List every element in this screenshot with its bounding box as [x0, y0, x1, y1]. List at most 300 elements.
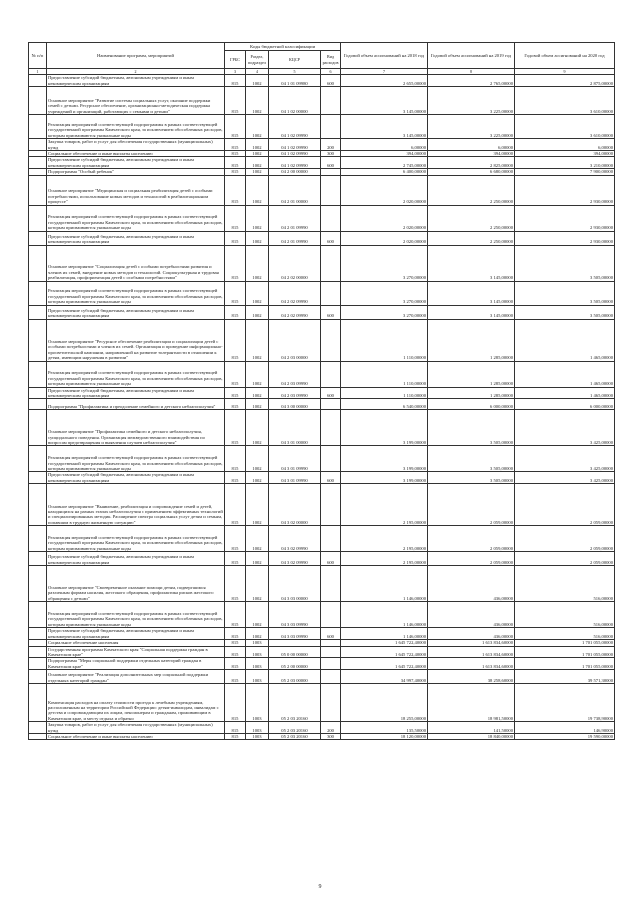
row-expense-type: 600: [321, 552, 341, 566]
row-section: 1003: [246, 658, 269, 670]
row-grbs: 815: [225, 231, 246, 245]
row-sum-2018: 1 146,00000: [341, 602, 428, 628]
row-expense-type: [321, 319, 341, 361]
row-sum-2020: 7 900,00000: [515, 169, 615, 175]
row-sum-2018: 34 997,40000: [341, 670, 428, 684]
row-grbs: 815: [225, 722, 246, 734]
row-sum-2018: 3 270,00000: [341, 245, 428, 281]
row-grbs: 815: [225, 684, 246, 722]
row-number: [29, 658, 47, 670]
row-csr: 04 3 03 09990: [269, 602, 321, 628]
row-sum-2018: 2 020,00000: [341, 205, 428, 231]
row-name: Компенсация расходов на оплату стоимости проезда к лечебным учреждениям, расположенным на территории Российской Федерации: детям-инвалидам, инвалидам с детства и сопровождающим их лицам, пенсионерам и гражданам, проживающим в Камчатском крае, и месту отдыха и обратно: [47, 684, 225, 722]
row-sum-2019: 2 059,00000: [428, 526, 515, 552]
row-sum-2018: 2 655,00000: [341, 75, 428, 87]
row-name: Предоставление субсидий бюджетным, автономным учреждениям и иным некоммерческим организациям: [47, 305, 225, 319]
header-grbs: ГРБС: [225, 51, 246, 69]
row-expense-type: [321, 684, 341, 722]
row-expense-type: [321, 361, 341, 387]
row-number: [29, 484, 47, 526]
row-name: Реализация мероприятий соответствующей подпрограммы в рамках соответствующей государственной программы Камчатского края, за исключением обособленных расходов, которым присваиваются уникальные коды: [47, 602, 225, 628]
row-name: Реализация мероприятий соответствующей подпрограммы в рамках соответствующей государственной программы Камчатского края, за исключением обособленных расходов, которым присваиваются уникальные коды: [47, 115, 225, 139]
page-number: 9: [318, 884, 322, 890]
row-name: Предоставление субсидий бюджетным, автономным учреждениям и иным некоммерческим организациям: [47, 157, 225, 169]
row-sum-2018: 1 146,00000: [341, 628, 428, 640]
row-name: Реализация мероприятий соответствующей подпрограммы в рамках соответствующей государственной программы Камчатского края, за исключением обособленных расходов, которым присваиваются уникальные коды: [47, 446, 225, 472]
table-row: [29, 602, 615, 628]
row-sum-2018: 1 110,00000: [341, 319, 428, 361]
row-section: 1002: [246, 175, 269, 205]
row-expense-type: [321, 245, 341, 281]
row-sum-2019: 3 505,00000: [428, 472, 515, 484]
row-sum-2019: 3 145,00000: [428, 245, 515, 281]
row-sum-2018: 3 270,00000: [341, 305, 428, 319]
row-sum-2019: 394,00000: [428, 151, 515, 157]
row-section: 1002: [246, 157, 269, 169]
row-grbs: 815: [225, 245, 246, 281]
row-grbs: 815: [225, 552, 246, 566]
row-sum-2019: 436,00000: [428, 566, 515, 602]
row-sum-2019: 1 285,00000: [428, 319, 515, 361]
row-expense-type: [321, 115, 341, 139]
row-expense-type: [321, 484, 341, 526]
row-section: 1002: [246, 139, 269, 151]
row-sum-2019: 2 059,00000: [428, 484, 515, 526]
row-name: Основное мероприятие "Развитие системы социальных услуг, оказание поддержки семей с детьми. Ресурсное обеспечение, организационно-методическая поддержка учреждений и организаций, работающих с семьями и детьми": [47, 87, 225, 115]
row-section: 1002: [246, 361, 269, 387]
row-sum-2019: 2 250,00000: [428, 175, 515, 205]
row-section: 1002: [246, 602, 269, 628]
row-grbs: 815: [225, 205, 246, 231]
row-sum-2019: 2 765,00000: [428, 75, 515, 87]
row-grbs: 815: [225, 446, 246, 472]
row-grbs: 815: [225, 646, 246, 658]
row-grbs: 815: [225, 484, 246, 526]
row-number: [29, 361, 47, 387]
row-csr: 04 2 01 00000: [269, 175, 321, 205]
row-number: [29, 410, 47, 446]
row-grbs: 815: [225, 733, 246, 739]
row-section: 1002: [246, 472, 269, 484]
row-grbs: 815: [225, 640, 246, 646]
row-grbs: 815: [225, 602, 246, 628]
row-grbs: 815: [225, 526, 246, 552]
budget-table: [28, 42, 615, 740]
table-row: [29, 646, 615, 658]
row-section: 1002: [246, 410, 269, 446]
row-name: Основное мероприятие "Профилактика семейного и детского неблагополучия, суицидального поведения. Организация межведомственного взаимодействия по вопросам предотвращения и выявления случаев неблагополучия": [47, 410, 225, 446]
row-sum-2019: 3 145,00000: [428, 305, 515, 319]
row-name: Предоставление субсидий бюджетным, автономным учреждениям и иным некоммерческим организациям: [47, 387, 225, 399]
row-expense-type: 200: [321, 722, 341, 734]
column-index: 1: [29, 69, 47, 75]
table-row: [29, 205, 615, 231]
row-grbs: 815: [225, 87, 246, 115]
row-sum-2019: 1 613 834,60000: [428, 646, 515, 658]
row-sum-2020: 6,00000: [515, 139, 615, 151]
table-row: [29, 319, 615, 361]
row-sum-2019: 1 613 834,60000: [428, 640, 515, 646]
row-sum-2019: 436,00000: [428, 628, 515, 640]
column-index: 5: [269, 69, 321, 75]
row-csr: 05 2 03 00000: [269, 670, 321, 684]
row-section: 1002: [246, 115, 269, 139]
row-sum-2019: 3 225,00000: [428, 115, 515, 139]
row-grbs: 815: [225, 305, 246, 319]
row-sum-2020: 1 701 055,00000: [515, 646, 615, 658]
row-csr: 04 3 02 09990: [269, 552, 321, 566]
row-grbs: 815: [225, 281, 246, 305]
row-number: [29, 75, 47, 87]
row-number: [29, 670, 47, 684]
row-csr: 04 1 02 09990: [269, 151, 321, 157]
header-expense-type: Вид расходов: [321, 51, 341, 69]
row-section: 1002: [246, 231, 269, 245]
row-csr: 05 2 03 20160: [269, 722, 321, 734]
row-name: Реализация мероприятий соответствующей подпрограммы в рамках соответствующей государственной программы Камчатского края, за исключением обособленных расходов, которым присваиваются уникальные коды: [47, 526, 225, 552]
row-number: [29, 115, 47, 139]
row-sum-2020: 1 701 055,00000: [515, 658, 615, 670]
row-section: 1002: [246, 75, 269, 87]
row-expense-type: [321, 410, 341, 446]
row-sum-2019: 18 981,50000: [428, 684, 515, 722]
column-index: 3: [225, 69, 246, 75]
table-row: [29, 399, 615, 410]
row-name: Основное мероприятие "Выявление, реабилитация и сопровождение семей и детей, находящихся на разных этапах неблагополучия с применением эффективных технологий и специализированных методик. Расширение спектра социальных услуг детям и семьям, попавшим в трудную жизненную ситуацию": [47, 484, 225, 526]
row-name: Закупка товаров, работ и услуг для обеспечения государственных (муниципальных) нужд: [47, 139, 225, 151]
table-row: [29, 387, 615, 399]
row-sum-2019: 436,00000: [428, 602, 515, 628]
row-csr: 04 2 03 09990: [269, 387, 321, 399]
row-grbs: 815: [225, 387, 246, 399]
row-sum-2020: 3 425,00000: [515, 446, 615, 472]
row-name: Основное мероприятие "Ресурсное обеспечение реабилитации и социализации детей с особыми потребностями и членов их семей. Организация и проведение информационно-просветительской кампании, направленной на развитие толерантности в отношении к детям, имеющим нарушения в развитии": [47, 319, 225, 361]
row-expense-type: 600: [321, 387, 341, 399]
row-number: [29, 205, 47, 231]
row-sum-2020: 1 465,00000: [515, 361, 615, 387]
row-number: [29, 305, 47, 319]
row-sum-2019: 6,00000: [428, 139, 515, 151]
table-row: [29, 139, 615, 151]
header-sum-2018: Годовой объем ассигнований на 2018 год: [341, 43, 428, 69]
row-sum-2019: 3 145,00000: [428, 281, 515, 305]
header-codes-group: Коды бюджетной классификации: [225, 43, 341, 51]
row-expense-type: [321, 566, 341, 602]
row-number: [29, 319, 47, 361]
row-sum-2020: 516,00000: [515, 566, 615, 602]
table-row: [29, 175, 615, 205]
row-section: 1002: [246, 205, 269, 231]
row-sum-2018: 1 110,00000: [341, 387, 428, 399]
row-sum-2020: 3 210,00000: [515, 157, 615, 169]
row-sum-2019: 2 825,00000: [428, 157, 515, 169]
row-sum-2020: 1 465,00000: [515, 387, 615, 399]
table-row: [29, 410, 615, 446]
header-sum-2020: Годовой объем ассигнований на 2020 год: [515, 43, 615, 69]
row-csr: 04 3 02 09990: [269, 526, 321, 552]
row-number: [29, 602, 47, 628]
row-section: 1002: [246, 526, 269, 552]
row-sum-2018: 6 400,00000: [341, 169, 428, 175]
row-csr: 04 3 01 09990: [269, 472, 321, 484]
row-csr: 05 0 00 00000: [269, 646, 321, 658]
row-expense-type: 600: [321, 472, 341, 484]
row-sum-2020: 2 930,00000: [515, 175, 615, 205]
row-number: [29, 446, 47, 472]
row-expense-type: [321, 658, 341, 670]
row-number: [29, 157, 47, 169]
row-sum-2020: 2 930,00000: [515, 231, 615, 245]
row-sum-2020: 516,00000: [515, 602, 615, 628]
row-section: 1002: [246, 399, 269, 410]
row-csr: 05 2 00 00000: [269, 658, 321, 670]
row-sum-2019: 2 250,00000: [428, 205, 515, 231]
row-sum-2019: 1 285,00000: [428, 387, 515, 399]
row-number: [29, 472, 47, 484]
row-sum-2018: 3 145,00000: [341, 87, 428, 115]
row-sum-2020: 3 610,00000: [515, 115, 615, 139]
row-csr: 05 2 03 20160: [269, 684, 321, 722]
row-grbs: 815: [225, 670, 246, 684]
row-number: [29, 684, 47, 722]
table-row: [29, 87, 615, 115]
row-sum-2020: 3 505,00000: [515, 305, 615, 319]
row-sum-2018: 3 145,00000: [341, 115, 428, 139]
row-sum-2019: 3 505,00000: [428, 446, 515, 472]
row-name: Основное мероприятие "Социализация детей с особыми потребностями развития и членов их семей, внедрение новых методов и технологий. Социокультурная и трудовая реабилитация, профориентация детей с особыми потребностями": [47, 245, 225, 281]
row-sum-2019: 6 680,00000: [428, 169, 515, 175]
row-name: Подпрограмма "Особый ребенок": [47, 169, 225, 175]
row-csr: 04 2 02 00000: [269, 245, 321, 281]
row-sum-2020: 2 059,00000: [515, 552, 615, 566]
row-name: Предоставление субсидий бюджетным, автономным учреждениям и иным некоммерческим организациям: [47, 231, 225, 245]
row-name: Реализация мероприятий соответствующей подпрограммы в рамках соответствующей государственной программы Камчатского края, за исключением обособленных расходов, которым присваиваются уникальные коды: [47, 205, 225, 231]
row-csr: 04 2 01 09990: [269, 205, 321, 231]
row-name: Предоставление субсидий бюджетным, автономным учреждениям и иным некоммерческим организациям: [47, 75, 225, 87]
row-number: [29, 646, 47, 658]
table-row: [29, 361, 615, 387]
row-grbs: 815: [225, 169, 246, 175]
row-grbs: 815: [225, 175, 246, 205]
row-grbs: 815: [225, 410, 246, 446]
row-section: 1002: [246, 305, 269, 319]
row-sum-2020: 6 000,00000: [515, 399, 615, 410]
row-number: [29, 387, 47, 399]
row-expense-type: 600: [321, 305, 341, 319]
table-row: [29, 658, 615, 670]
row-csr: 04 3 03 00000: [269, 566, 321, 602]
row-expense-type: [321, 205, 341, 231]
row-number: [29, 628, 47, 640]
row-expense-type: [321, 526, 341, 552]
row-expense-type: 600: [321, 231, 341, 245]
row-sum-2018: 6 540,00000: [341, 399, 428, 410]
row-sum-2020: 3 610,00000: [515, 87, 615, 115]
row-grbs: 815: [225, 319, 246, 361]
row-csr: 05 2 03 20160: [269, 733, 321, 739]
row-number: [29, 231, 47, 245]
row-sum-2020: 394,00000: [515, 151, 615, 157]
row-number: [29, 526, 47, 552]
row-expense-type: [321, 281, 341, 305]
row-csr: 04 3 03 09990: [269, 628, 321, 640]
row-expense-type: [321, 670, 341, 684]
row-csr: 04 2 03 00000: [269, 319, 321, 361]
row-expense-type: [321, 646, 341, 658]
row-name: Социальное обеспечение и иные выплаты населению: [47, 151, 225, 157]
row-section: 1002: [246, 151, 269, 157]
row-name: Закупка товаров, работ и услуг для обеспечения государственных (муниципальных) нужд: [47, 722, 225, 734]
row-name: Основное мероприятие "Медицинская и социальная реабилитация детей с особыми потребностями, использование новых методов и технологий в реабилитационном процессе": [47, 175, 225, 205]
row-expense-type: 600: [321, 157, 341, 169]
row-grbs: 815: [225, 75, 246, 87]
row-section: 1003: [246, 733, 269, 739]
row-number: [29, 281, 47, 305]
row-number: [29, 399, 47, 410]
row-csr: 04 2 02 09990: [269, 281, 321, 305]
table-row: [29, 552, 615, 566]
row-section: 1003: [246, 722, 269, 734]
table-row: [29, 115, 615, 139]
row-sum-2020: 2 059,00000: [515, 526, 615, 552]
row-name: Реализация мероприятий соответствующей подпрограммы в рамках соответствующей государственной программы Камчатского края, за исключением обособленных расходов, которым присваиваются уникальные коды: [47, 361, 225, 387]
row-name: Предоставление субсидий бюджетным, автономным учреждениям и иным некоммерческим организациям: [47, 628, 225, 640]
row-section: 1002: [246, 484, 269, 526]
row-sum-2018: 135,50000: [341, 722, 428, 734]
row-sum-2020: 19 590,00000: [515, 733, 615, 739]
table-row: [29, 733, 615, 739]
row-number: [29, 175, 47, 205]
row-expense-type: [321, 446, 341, 472]
row-grbs: 815: [225, 115, 246, 139]
row-section: 1002: [246, 87, 269, 115]
row-sum-2019: 6 000,00000: [428, 399, 515, 410]
row-sum-2019: 3 225,00000: [428, 87, 515, 115]
row-expense-type: [321, 399, 341, 410]
column-index: 6: [321, 69, 341, 75]
row-sum-2018: 2 745,00000: [341, 157, 428, 169]
row-expense-type: 600: [321, 75, 341, 87]
row-number: [29, 139, 47, 151]
row-number: [29, 552, 47, 566]
row-sum-2019: 1 285,00000: [428, 361, 515, 387]
row-sum-2018: 3 199,00000: [341, 472, 428, 484]
table-row: [29, 305, 615, 319]
row-name: Предоставление субсидий бюджетным, автономным учреждениям и иным некоммерческим организациям: [47, 472, 225, 484]
row-section: 1003: [246, 646, 269, 658]
row-sum-2020: 3 505,00000: [515, 281, 615, 305]
row-number: [29, 733, 47, 739]
row-section: 1002: [246, 319, 269, 361]
row-name: Подпрограмма "Меры социальной поддержки отдельных категорий граждан в Камчатском крае": [47, 658, 225, 670]
row-sum-2018: 3 270,00000: [341, 281, 428, 305]
row-sum-2020: 1 701 055,00000: [515, 640, 615, 646]
row-expense-type: 300: [321, 733, 341, 739]
row-expense-type: [321, 602, 341, 628]
table-row: [29, 157, 615, 169]
row-sum-2018: 2 195,00000: [341, 552, 428, 566]
row-csr: 04 1 02 09990: [269, 139, 321, 151]
table-row: [29, 670, 615, 684]
row-number: [29, 245, 47, 281]
row-name: Социальное обеспечение населения: [47, 640, 225, 646]
row-sum-2018: 2 195,00000: [341, 484, 428, 526]
row-expense-type: 600: [321, 628, 341, 640]
row-sum-2020: 3 425,00000: [515, 472, 615, 484]
row-name: Социальное обеспечение и иные выплаты населению: [47, 733, 225, 739]
row-csr: 04 2 03 09990: [269, 361, 321, 387]
row-name: Предоставление субсидий бюджетным, автономным учреждениям и иным некоммерческим организациям: [47, 552, 225, 566]
table-row: [29, 484, 615, 526]
row-sum-2019: 38 258,60000: [428, 670, 515, 684]
header-csr: КЦСР: [269, 51, 321, 69]
row-sum-2018: 2 195,00000: [341, 526, 428, 552]
row-csr: 04 3 01 09990: [269, 446, 321, 472]
row-sum-2019: 1 613 834,60000: [428, 658, 515, 670]
row-section: 1002: [246, 552, 269, 566]
row-sum-2020: 1 465,00000: [515, 319, 615, 361]
header-no: № п/п: [29, 43, 47, 69]
column-index: 8: [428, 69, 515, 75]
column-index: 7: [341, 69, 428, 75]
row-section: 1002: [246, 446, 269, 472]
row-csr: 04 3 02 00000: [269, 484, 321, 526]
row-sum-2018: 6,00000: [341, 139, 428, 151]
row-name: Подпрограмма "Профилактика и преодоление семейного и детского неблагополучия": [47, 399, 225, 410]
table-body: [29, 75, 615, 740]
row-sum-2019: 18 840,00000: [428, 733, 515, 739]
table-row: [29, 281, 615, 305]
row-sum-2019: 2 059,00000: [428, 552, 515, 566]
row-grbs: 815: [225, 658, 246, 670]
row-section: 1003: [246, 684, 269, 722]
row-csr: 04 1 02 00000: [269, 87, 321, 115]
column-index: 9: [515, 69, 615, 75]
row-sum-2018: 18 255,00000: [341, 684, 428, 722]
row-grbs: 815: [225, 361, 246, 387]
row-expense-type: [321, 175, 341, 205]
row-csr: 04 2 02 09990: [269, 305, 321, 319]
header-name: Наименование программ, мероприятий: [47, 43, 225, 69]
row-sum-2018: 3 199,00000: [341, 410, 428, 446]
row-name: Государственная программа Камчатского края "Социальная поддержка граждан в Камчатском крае": [47, 646, 225, 658]
row-sum-2019: 141,50000: [428, 722, 515, 734]
row-section: 1002: [246, 245, 269, 281]
row-expense-type: 300: [321, 151, 341, 157]
column-index: 2: [47, 69, 225, 75]
row-sum-2018: 1 645 722,40000: [341, 646, 428, 658]
row-csr: 04 1 01 09980: [269, 75, 321, 87]
row-csr: 04 2 00 00000: [269, 169, 321, 175]
row-sum-2018: 1 645 722,40000: [341, 658, 428, 670]
row-csr: 04 3 01 00000: [269, 410, 321, 446]
row-sum-2019: 2 250,00000: [428, 231, 515, 245]
row-number: [29, 87, 47, 115]
row-sum-2018: 1 645 722,40000: [341, 640, 428, 646]
row-expense-type: 200: [321, 139, 341, 151]
table-row: [29, 684, 615, 722]
row-section: 1002: [246, 281, 269, 305]
table-row: [29, 566, 615, 602]
row-section: 1003: [246, 640, 269, 646]
column-index: 4: [246, 69, 269, 75]
row-name: Реализация мероприятий соответствующей подпрограммы в рамках соответствующей государственной программы Камчатского края, за исключением обособленных расходов, которым присваиваются уникальные коды: [47, 281, 225, 305]
row-sum-2018: 394,00000: [341, 151, 428, 157]
table-row: [29, 472, 615, 484]
row-sum-2020: 2 059,00000: [515, 484, 615, 526]
row-sum-2018: 1 110,00000: [341, 361, 428, 387]
table-row: [29, 75, 615, 87]
